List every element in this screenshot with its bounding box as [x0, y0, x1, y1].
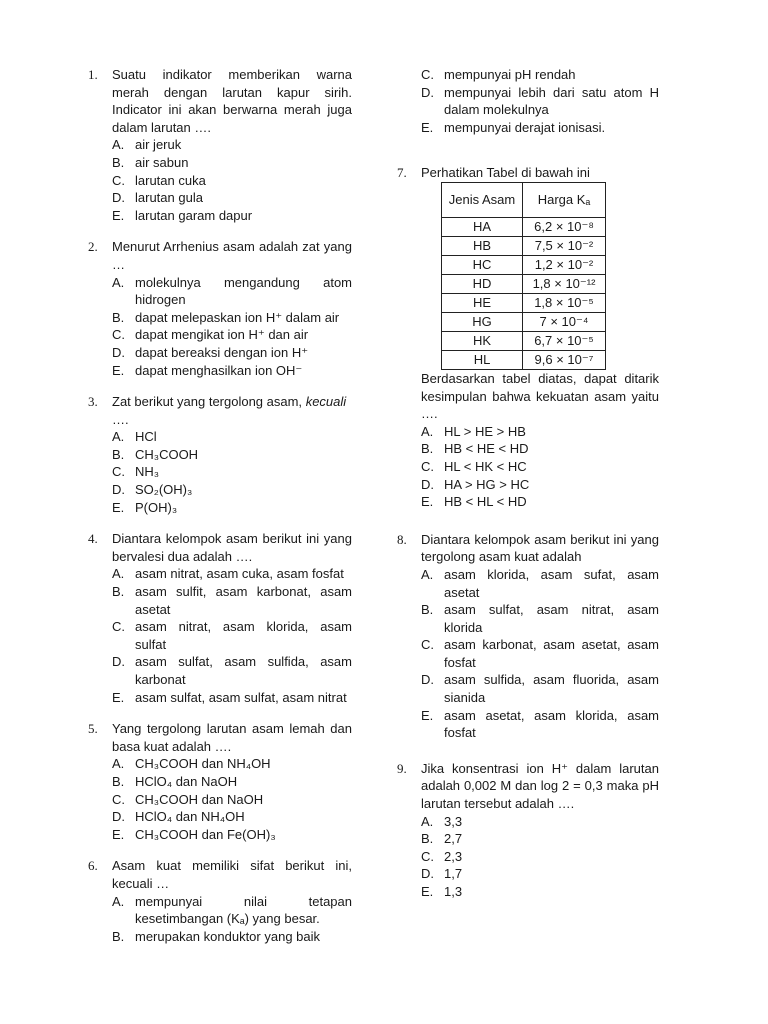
option-letter: B.: [112, 309, 125, 325]
option-text: CH₃COOH dan NH₄OH: [135, 756, 271, 772]
option-letter: C.: [112, 327, 125, 343]
option-text: mempunyai pH rendah: [444, 67, 576, 82]
question-7: [397, 164, 659, 510]
option-text: HClO₄ dan NH₄OH: [135, 809, 245, 825]
option-text: HB < HL < HD: [444, 494, 527, 510]
question-4: [88, 530, 352, 706]
option-text: air sabun: [135, 154, 189, 170]
question-number: 7.: [397, 165, 407, 181]
option-letter: A.: [421, 813, 434, 829]
option-text: molekulnya mengandung atom hidrogen: [135, 274, 352, 308]
options-list: [112, 274, 352, 380]
ka-cell: 9,6 × 10⁻⁷: [523, 350, 606, 369]
option-b: [112, 154, 352, 172]
option-e: [112, 499, 352, 517]
option-text: HCl: [135, 429, 157, 445]
table-row: [442, 217, 606, 236]
option-letter: D.: [421, 476, 434, 492]
option-text: asam sulfit, asam karbonat, asam asetat: [135, 584, 352, 617]
question-1: [88, 66, 352, 224]
option-text: air jeruk: [135, 137, 182, 153]
option-a: [421, 566, 659, 601]
option-letter: A.: [421, 566, 434, 582]
ka-cell: 1,2 × 10⁻²: [523, 255, 606, 274]
option-letter: D.: [421, 672, 434, 688]
option-c: [112, 326, 352, 344]
option-d: [421, 865, 659, 883]
option-d: [112, 808, 352, 826]
option-letter: B.: [112, 928, 125, 944]
ka-cell: 7 × 10⁻⁴: [523, 312, 606, 331]
option-text: asam sulfida, asam fluorida, asam sianida: [444, 672, 659, 706]
acid-cell: HG: [442, 312, 523, 331]
option-text: NH₃: [135, 464, 160, 480]
table-header-ka: Harga Kₐ: [523, 182, 606, 217]
option-text: merupakan konduktor yang baik: [135, 928, 321, 944]
option-text: HL < HK < HC: [444, 458, 527, 474]
option-a: [112, 274, 352, 309]
option-letter: C.: [421, 458, 434, 474]
table-row: [442, 293, 606, 312]
option-text: 1,7: [444, 866, 463, 882]
option-b: [112, 583, 352, 618]
option-c: [112, 791, 352, 809]
ka-cell: 6,7 × 10⁻⁵: [523, 331, 606, 350]
option-text: CH₃COOH dan Fe(OH)₃: [135, 826, 276, 842]
option-text: larutan garam dapur: [135, 207, 253, 223]
acid-cell: HE: [442, 293, 523, 312]
question-stem: Yang tergolong larutan asam lemah dan basa kuat adalah ….: [112, 721, 352, 754]
option-letter: C.: [421, 848, 434, 864]
options-list: [421, 813, 659, 901]
option-b: [112, 773, 352, 791]
options-list: [112, 893, 352, 946]
option-letter: D.: [112, 654, 125, 670]
option-text: larutan gula: [135, 190, 203, 206]
question-stem: Diantara kelompok asam berikut ini yang tergolong asam kuat adalah: [421, 531, 659, 565]
option-a: [112, 565, 352, 583]
option-letter: C.: [112, 464, 125, 480]
option-letter: E.: [112, 362, 125, 378]
option-b: [112, 309, 352, 327]
option-text: 2,7: [444, 831, 463, 847]
option-text: mempunyai lebih dari satu atom H dalam molekulnya: [444, 84, 659, 118]
option-letter: B.: [112, 584, 125, 600]
option-letter: A.: [112, 429, 125, 445]
option-text: asam nitrat, asam klorida, asam sulfat: [135, 619, 352, 652]
option-text: CH₃COOH: [135, 446, 199, 462]
option-b: [112, 928, 352, 946]
option-letter: A.: [112, 137, 125, 153]
option-text: asam klorida, asam sufat, asam asetat: [444, 566, 659, 600]
question-6-continued: [397, 66, 659, 136]
ka-table: [441, 182, 606, 370]
option-c: [112, 172, 352, 190]
question-number: 6.: [88, 858, 98, 874]
option-text: dapat menghasilkan ion OH⁻: [135, 362, 303, 378]
option-text: larutan cuka: [135, 172, 206, 188]
question-8: [397, 531, 659, 742]
options-list: [421, 66, 659, 136]
right-column: [397, 66, 659, 915]
option-text: asam sulfat, asam sulfida, asam karbonat: [135, 654, 352, 687]
option-letter: D.: [112, 344, 125, 360]
option-letter: A.: [112, 756, 125, 772]
option-text: 2,3: [444, 848, 463, 864]
options-list: [112, 428, 352, 516]
acid-cell: HC: [442, 255, 523, 274]
option-letter: C.: [421, 67, 434, 82]
option-text: asam karbonat, asam asetat, asam fosfat: [444, 637, 659, 670]
option-letter: B.: [421, 602, 434, 618]
option-letter: B.: [112, 773, 125, 789]
option-e: [112, 826, 352, 844]
option-d: [112, 189, 352, 207]
option-text: dapat melepaskan ion H⁺ dalam air: [135, 309, 340, 325]
option-letter: C.: [112, 172, 125, 188]
option-letter: E.: [421, 884, 434, 899]
option-e: [421, 883, 659, 901]
acid-cell: HL: [442, 350, 523, 369]
table-row: [442, 350, 606, 369]
option-letter: E.: [112, 207, 125, 223]
options-list: [112, 565, 352, 706]
option-letter: B.: [421, 831, 434, 847]
question-9: [397, 760, 659, 901]
question-number: 4.: [88, 531, 98, 547]
stem-ellipsis: ….: [112, 411, 129, 427]
question-stem: Diantara kelompok asam berikut ini yang bervalesi dua adalah ….: [112, 531, 352, 564]
option-a: [112, 136, 352, 154]
acid-cell: HK: [442, 331, 523, 350]
question-number: 8.: [397, 531, 407, 547]
option-a: [112, 428, 352, 446]
options-list: [421, 423, 659, 511]
option-text: HClO₄ dan NaOH: [135, 773, 238, 789]
option-d: [421, 476, 659, 494]
options-list: [421, 566, 659, 742]
table-header-acid: Jenis Asam: [442, 182, 523, 217]
option-d: [112, 344, 352, 362]
option-letter: E.: [112, 499, 125, 515]
table-row: [442, 255, 606, 274]
option-c: [421, 458, 659, 476]
question-number: 1.: [88, 67, 98, 82]
option-c: [421, 848, 659, 866]
question-6: [88, 857, 352, 945]
option-letter: E.: [421, 707, 434, 723]
option-text: 3,3: [444, 813, 463, 829]
option-text: HB < HE < HD: [444, 441, 529, 457]
option-letter: A.: [421, 423, 434, 439]
option-text: asam sulfat, asam nitrat, asam klorida: [444, 602, 659, 635]
option-text: HL > HE > HB: [444, 423, 526, 439]
option-a: [112, 755, 352, 773]
option-e: [112, 207, 352, 225]
question-3: [88, 393, 352, 516]
option-letter: E.: [421, 494, 434, 510]
option-e: [421, 493, 659, 511]
option-c: [421, 636, 659, 671]
ka-cell: 1,8 × 10⁻¹²: [523, 274, 606, 293]
stem-text: Zat berikut yang tergolong asam,: [112, 394, 303, 410]
table-row: [442, 274, 606, 293]
acid-cell: HA: [442, 217, 523, 236]
option-e: [421, 119, 659, 137]
option-letter: D.: [421, 84, 434, 100]
question-stem: Perhatikan Tabel di bawah ini: [421, 165, 590, 181]
question-stem: Jika konsentrasi ion H⁺ dalam larutan adalah 0,002 M dan log 2 = 0,3 maka pH larutan tersebut adalah ….: [421, 760, 659, 812]
option-letter: A.: [112, 893, 125, 909]
acid-cell: HB: [442, 236, 523, 255]
option-letter: D.: [112, 190, 125, 206]
options-list: [112, 136, 352, 224]
option-text: HA > HG > HC: [444, 476, 530, 492]
option-letter: E.: [112, 826, 125, 842]
option-e: [112, 362, 352, 380]
question-number: 5.: [88, 721, 98, 737]
option-text: mempunyai nilai tetapan kesetimbangan (Kₐ) yang besar.: [135, 893, 352, 927]
ka-cell: 7,5 × 10⁻²: [523, 236, 606, 255]
ka-cell: 6,2 × 10⁻⁸: [523, 217, 606, 236]
option-b: [112, 446, 352, 464]
option-text: P(OH)₃: [135, 499, 178, 515]
option-letter: D.: [112, 482, 125, 498]
option-letter: A.: [112, 274, 125, 290]
option-text: asam sulfat, asam sulfat, asam nitrat: [135, 689, 347, 705]
question-2: [88, 238, 352, 379]
option-text: asam asetat, asam klorida, asam fosfat: [444, 707, 659, 741]
option-c: [112, 463, 352, 481]
option-text: mempunyai derajat ionisasi.: [444, 119, 606, 135]
ka-cell: 1,8 × 10⁻⁵: [523, 293, 606, 312]
stem-emphasis: kecuali: [305, 394, 347, 410]
option-c: [112, 618, 352, 653]
option-d: [421, 84, 659, 119]
option-b: [421, 601, 659, 636]
question-stem: Asam kuat memiliki sifat berikut ini, kecuali …: [112, 858, 352, 891]
table-row: [442, 236, 606, 255]
left-column: [88, 66, 352, 959]
acid-cell: HD: [442, 274, 523, 293]
option-letter: C.: [112, 619, 125, 635]
option-letter: B.: [421, 441, 434, 457]
options-list: [112, 755, 352, 843]
option-letter: A.: [112, 566, 125, 582]
question-stem: [112, 393, 352, 428]
option-text: CH₃COOH dan NaOH: [135, 791, 264, 807]
option-text: asam nitrat, asam cuka, asam fosfat: [135, 566, 344, 582]
option-letter: D.: [112, 809, 125, 825]
option-c: [421, 66, 659, 84]
table-row: [442, 331, 606, 350]
option-d: [112, 481, 352, 499]
option-b: [421, 830, 659, 848]
option-b: [421, 440, 659, 458]
question-number: 9.: [397, 760, 407, 776]
option-text: SO₂(OH)₃: [135, 482, 193, 498]
option-text: dapat mengikat ion H⁺ dan air: [135, 327, 309, 343]
option-a: [421, 423, 659, 441]
question-stem: Suatu indikator memberikan warna merah dengan larutan kapur sirih. Indicator ini akan berwarna merah juga dalam larutan ….: [112, 67, 352, 135]
option-text: 1,3: [444, 884, 463, 899]
option-letter: B.: [112, 154, 125, 170]
option-letter: E.: [112, 689, 125, 705]
option-e: [112, 689, 352, 707]
option-a: [112, 893, 352, 928]
option-letter: C.: [421, 637, 434, 653]
option-d: [421, 671, 659, 706]
option-letter: D.: [421, 866, 434, 882]
option-letter: C.: [112, 791, 125, 807]
option-a: [421, 813, 659, 831]
question-5: [88, 720, 352, 843]
question-number: 2.: [88, 239, 98, 255]
option-letter: E.: [421, 119, 434, 135]
option-e: [421, 707, 659, 742]
question-number: 3.: [88, 394, 98, 410]
question-stem: Menurut Arrhenius asam adalah zat yang …: [112, 239, 352, 272]
table-row: [442, 312, 606, 331]
option-d: [112, 653, 352, 688]
option-text: dapat bereaksi dengan ion H⁺: [135, 344, 309, 360]
question-followup: Berdasarkan tabel diatas, dapat ditarik kesimpulan bahwa kekuatan asam yaitu ….: [421, 370, 659, 422]
option-letter: B.: [112, 446, 125, 462]
